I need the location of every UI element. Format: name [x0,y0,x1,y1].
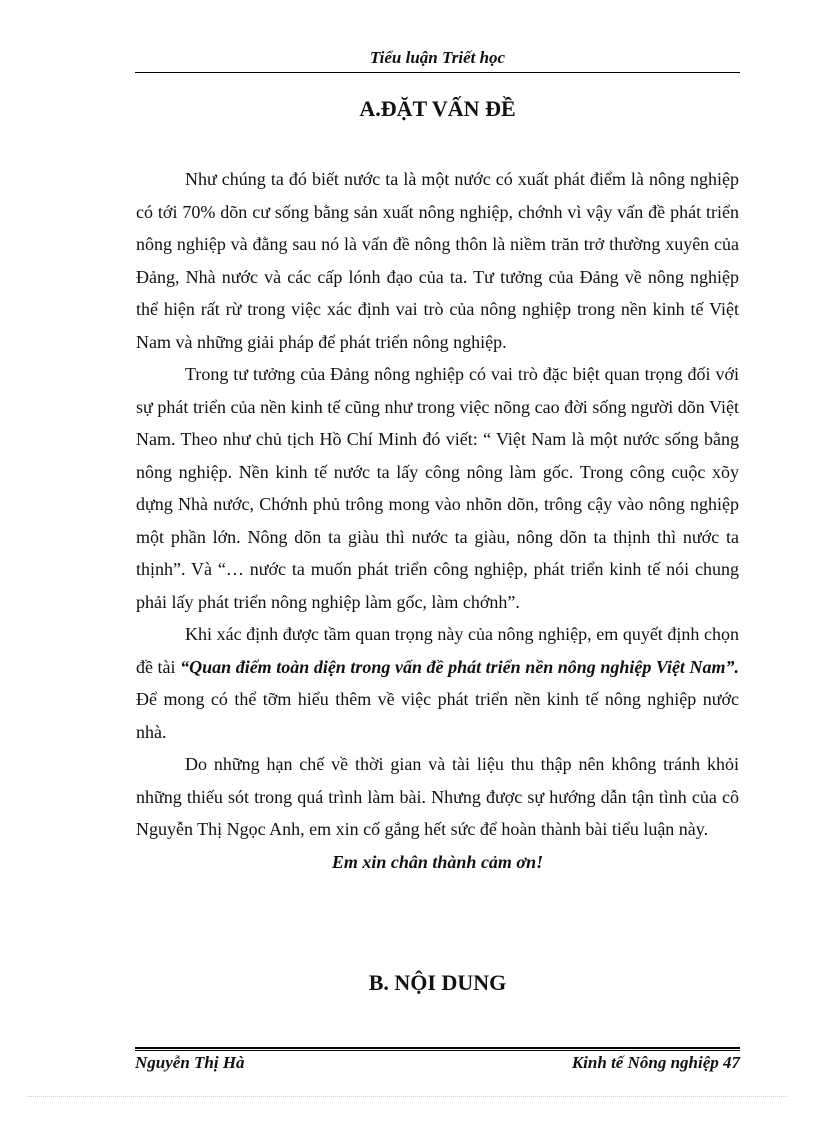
thanks-line: Em xin chân thành cảm ơn! [331,851,544,872]
page-edge-dotted-line [28,1096,788,1097]
paragraph-3-intro: Khi xác định được tầm quan trọng này của nông nghiệp, em quyết định chọn đề tài [136,624,739,677]
header-divider [135,72,740,73]
section-b-title: B. NỘI DUNG [368,970,507,995]
footer-class: Kinh tế Nông nghiệp 47 [571,1053,740,1072]
paragraph-3 [136,618,739,748]
paragraph-3-end: Để mong có thể tỡm hiểu thêm về việc phát triển nền kinh tế nông nghiệp nước nhà. [136,689,739,742]
paragraph-2: Trong tư tưởng của Đảng nông nghiệp có vai trò đặc biệt quan trọng đối với sự phát triển của nền kinh tế cũng như trong việc nõng cao đời sống người dõn Việt Nam. Theo như chủ tịch Hồ Chí Minh đó viết: “ Việt Nam là một nước sống bằng nông nghiệp. Nền kinh tế nước ta lấy công nông làm gốc. Trong công cuộc xõy dựng Nhà nước, Chớnh phủ trông mong vào nhõn dõn, trông cậy vào nông nghiệp một phần lớn. Nông dõn ta giàu thì nước ta giàu, nông dõn ta thịnh thì nước ta thịnh”. Và “… nước ta muốn phát triển công nghiệp, phát triển kinh tế nói chung phải lấy phát triển nông nghiệp làm gốc, làm chớnh”. [136,364,739,612]
topic-title: “Quan điểm toàn diện trong vấn đề phát triển nền nông nghiệp Việt Nam”. [180,656,739,677]
paragraph-1: Như chúng ta đó biết nước ta là một nước có xuất phát điểm là nông nghiệp có tới 70% dõn cư sống bằng sản xuất nông nghiệp, chớnh vì vậy vấn đề phát triển nông nghiệp và đằng sau nó là vấn đề nông thôn là niềm trăn trở thường xuyên của Đảng, Nhà nước và các cấp lónh đạo của ta. Tư tưởng của Đảng về nông nghiệp thể hiện rất rừ trong việc xác định vai trò của nông nghiệp trong nền kinh tế Việt Nam và những giải pháp để phát triển nông nghiệp. [136,169,739,352]
footer-divider-thick [135,1047,740,1049]
running-header: Tiểu luận Triết học [369,48,506,67]
footer-author: Nguyễn Thị Hà [135,1053,245,1072]
body-text [136,163,739,878]
footer-divider-thin [135,1050,740,1051]
section-a-title: A.ĐẶT VẤN ĐỀ [359,96,516,121]
paragraph-4: Do những hạn chế về thời gian và tài liệu thu thập nên không tránh khỏi những thiếu sót trong quá trình làm bài. Nhưng được sự hướng dẫn tận tình của cô Nguyễn Thị Ngọc Anh, em xin cố gắng hết sức để hoàn thành bài tiểu luận này. [136,754,739,839]
